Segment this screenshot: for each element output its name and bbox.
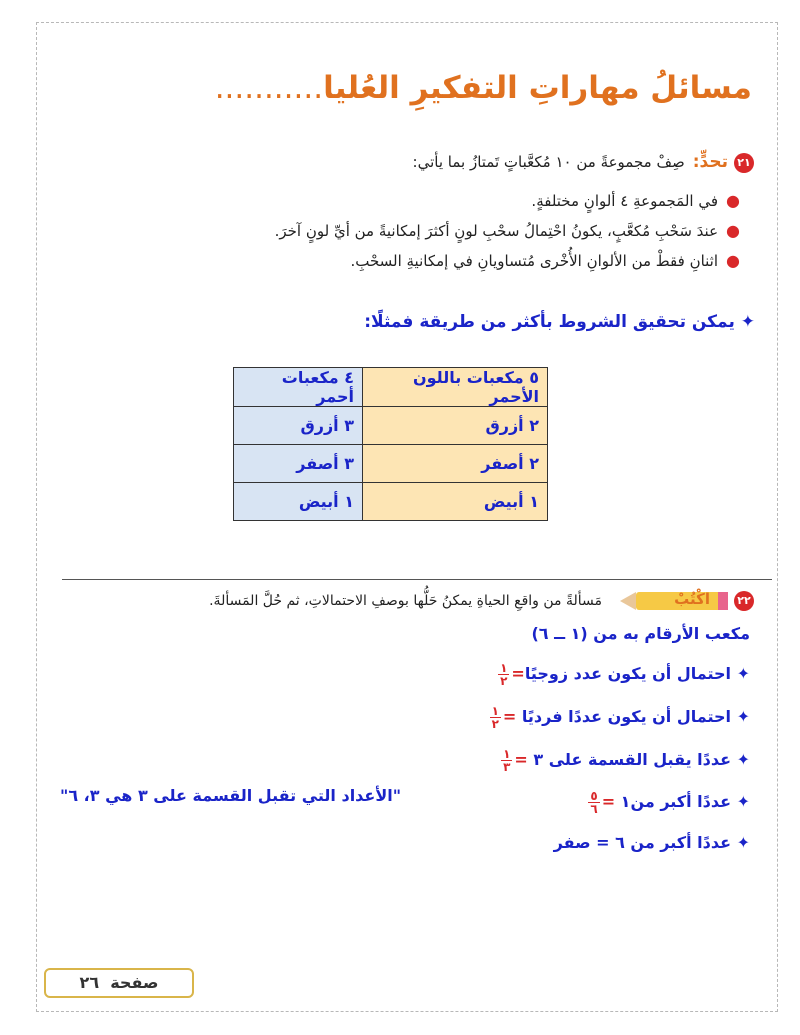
challenge-label: تحدٍّ: <box>692 152 728 172</box>
answer-line <box>499 748 750 773</box>
fraction: $\frac{١}{٣}$ <box>503 747 511 774</box>
question-number-badge: ٢١ <box>734 153 754 173</box>
fraction: $\frac{١}{٢}$ <box>500 661 508 688</box>
pencil-icon <box>608 590 728 612</box>
equals-sign: = <box>514 750 528 769</box>
question-21 <box>54 152 754 173</box>
answer-line <box>586 790 750 815</box>
bullet-dot-icon: ● <box>726 191 740 210</box>
question-22 <box>34 590 754 612</box>
section-title <box>152 70 752 106</box>
answer-line <box>496 662 750 687</box>
bullet-dot-icon: ● <box>726 251 740 270</box>
answer-text: ✦ عددًا يقبل القسمة على ٣ <box>533 750 750 769</box>
table-cell: ٢ أزرق <box>363 407 548 445</box>
equals-sign: = <box>511 664 525 683</box>
divisible-note: "الأعداد التي تقبل القسمة على ٣ هي ٣، ٦" <box>60 786 402 805</box>
table-row <box>234 368 548 407</box>
table-row <box>234 445 548 483</box>
question-21-bullets <box>90 186 740 276</box>
table-cell: ٣ أزرق <box>234 407 363 445</box>
answer-text: ✦ عددًا أكبر من١ <box>620 792 750 811</box>
table-cell: ٥ مكعبات باللون الأحمر <box>363 368 548 407</box>
section-title-text: مسائلُ مهاراتِ التفكيرِ العُليا <box>323 70 752 106</box>
page-number-box <box>44 968 194 998</box>
answer-text: ✦ احتمال أن يكون عددًا فرديًا <box>521 707 750 726</box>
bullet-text: عندَ سَحْبِ مُكعَّبٍ، يكونُ احْتِمالُ سحْبِ لونٍ أكثرَ إمكانيةً من أيِّ لونٍ آخرَ. <box>274 222 719 240</box>
title-dots: ........... <box>214 70 324 106</box>
question-21-text: صِفْ مجموعةً من ١٠ مُكعَّباتٍ تَمتازُ بما يأتي: <box>412 153 685 171</box>
bullet-text: اثنانِ فقطْ من الألوانِ الأُخْرى مُتساويانِ في إمكانيةِ السحْبِ. <box>350 252 719 270</box>
answer-text: ✦ احتمال أن يكون عدد زوجيًا <box>524 664 750 683</box>
write-label: اكْتُبْ <box>674 590 710 608</box>
options-table <box>233 367 548 521</box>
fraction: $\frac{١}{٢}$ <box>491 704 499 731</box>
equals-sign: = <box>502 707 517 726</box>
table-cell: ١ أبيض <box>363 483 548 521</box>
page-label: صفحة <box>110 973 159 992</box>
page-number: ٢٦ <box>79 973 100 992</box>
table-cell: ٤ مكعبات أحمر <box>234 368 363 407</box>
fraction: $\frac{٥}{٦}$ <box>590 789 598 816</box>
table-cell: ٢ أصفر <box>363 445 548 483</box>
equals-sign: = <box>601 792 616 811</box>
section-divider <box>62 579 772 580</box>
table-row <box>234 483 548 521</box>
bullet-text: في المَجموعةِ ٤ ألوانٍ مختلفةٍ. <box>531 192 719 210</box>
table-cell: ١ أبيض <box>234 483 363 521</box>
question-22-text: مَسألةً من واقعِ الحياةِ يمكنُ حَلُّها بوصفِ الاحتمالاتِ، ثم حُلَّ المَسألةَ. <box>209 593 602 609</box>
table-cell: ٣ أصفر <box>234 445 363 483</box>
bullet-item <box>90 186 740 216</box>
conditions-line: ✦ يمكن تحقيق الشروط بأكثر من طريقة فمثلًا: <box>364 312 755 332</box>
bullet-item <box>90 216 740 246</box>
bullet-dot-icon: ● <box>726 221 740 240</box>
bullet-item <box>90 246 740 276</box>
answer-heading: مكعب الأرقام به من (١ ــ ٦) <box>531 624 750 643</box>
question-number-badge: ٢٢ <box>734 591 754 611</box>
answer-line <box>488 705 750 730</box>
answer-text: ✦ عددًا أكبر من ٦ = صفر <box>553 833 750 852</box>
table-row <box>234 407 548 445</box>
answer-line <box>554 833 750 852</box>
